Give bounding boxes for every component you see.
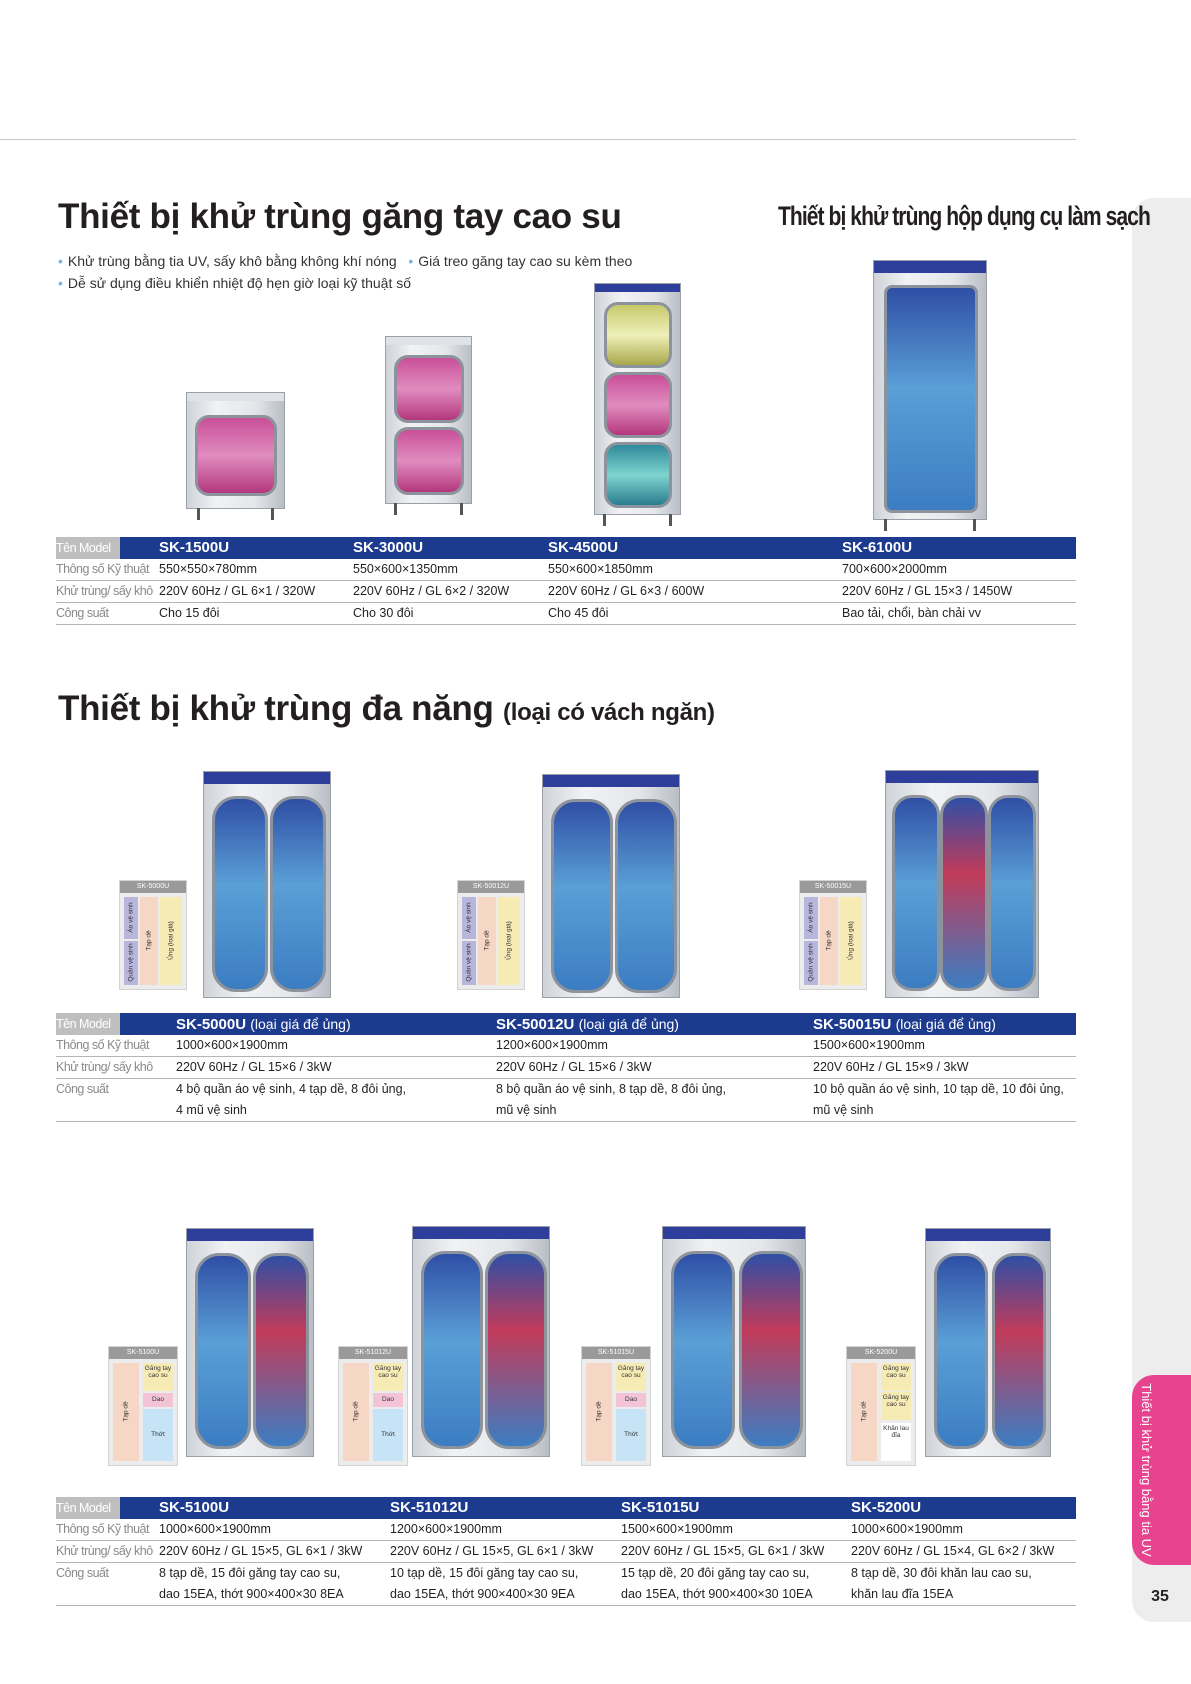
diagram-cell: Găng tay cao su	[881, 1363, 911, 1391]
diagram-cell: Tạp dề	[113, 1363, 139, 1461]
layout-diagram-sk51015u	[581, 1346, 651, 1466]
model-row	[56, 1013, 1076, 1035]
page-number: 35	[1151, 1588, 1169, 1605]
product-image-sk51012u	[412, 1226, 550, 1457]
diagram-cell: Dao	[373, 1393, 403, 1407]
model-name: SK-5200U	[851, 1499, 922, 1516]
capacity-value: mũ vệ sinh	[496, 1103, 557, 1117]
spec-value: 1000×600×1900mm	[159, 1522, 271, 1536]
diagram-cell: Thớt	[143, 1409, 173, 1461]
model-name: SK-50015U (loại giá để ủng)	[813, 1016, 996, 1033]
power-value: 220V 60Hz / GL 15×6 / 3kW	[496, 1060, 652, 1074]
diagram-cell: Thớt	[373, 1409, 403, 1461]
power-value: 220V 60Hz / GL 6×2 / 320W	[353, 584, 510, 598]
diagram-title: SK-5100U	[109, 1347, 177, 1359]
diagram-cell: Găng tay cao su	[143, 1363, 173, 1391]
section2-title	[58, 689, 715, 729]
spec-value: 1500×600×1900mm	[813, 1038, 925, 1052]
power-value: 220V 60Hz / GL 15×9 / 3kW	[813, 1060, 969, 1074]
capacity-value: Cho 30 đôi	[353, 606, 414, 620]
model-name: SK-3000U	[353, 539, 424, 556]
power-value: 220V 60Hz / GL 15×5, GL 6×1 / 3kW	[159, 1544, 363, 1558]
diagram-title: SK-50012U	[458, 881, 524, 893]
product-image-sk4500u	[594, 283, 681, 515]
power-row	[56, 581, 1076, 603]
diagram-cell: Áo vệ sinh	[804, 897, 818, 939]
label-model: Tên Model	[56, 1013, 120, 1035]
section1-spec-table	[56, 537, 1076, 625]
layout-diagram-sk50012u	[457, 880, 525, 990]
model-name: SK-5000U (loại giá để ủng)	[176, 1016, 351, 1033]
model-name: SK-4500U	[548, 539, 619, 556]
spec-value: 550×600×1850mm	[548, 562, 653, 576]
section1-bullets: • Khử trùng bằng tia UV, sấy khô bằng không khí nóng • Giá treo găng tay cao su kèm theo • Dễ sử dụng điều khiển nhiệt độ hẹn giờ loại kỹ thuật số	[58, 253, 633, 291]
spec-value: 1200×600×1900mm	[390, 1522, 502, 1536]
section2-title-suffix: (loại có vách ngăn)	[503, 699, 715, 726]
power-value: 220V 60Hz / GL 6×1 / 320W	[159, 584, 316, 598]
label-power: Khử trùng/ sấy khô	[56, 1060, 153, 1074]
diagram-cell: Ủng (loại giá)	[498, 897, 520, 985]
product-image-sk3000u	[385, 336, 472, 504]
capacity-value: khăn lau đĩa 15EA	[851, 1587, 954, 1601]
section1-title: Thiết bị khử trùng găng tay cao su	[58, 197, 622, 236]
power-row	[56, 1057, 1076, 1079]
product-image-sk5000u	[203, 771, 331, 998]
power-value: 220V 60Hz / GL 15×5, GL 6×1 / 3kW	[390, 1544, 594, 1558]
label-capacity: Công suất	[56, 606, 109, 620]
product-image-sk50015u	[885, 770, 1039, 998]
layout-diagram-sk50015u	[799, 880, 867, 990]
layout-diagram-sk5100u	[108, 1346, 178, 1466]
capacity-row-cont	[56, 1584, 1076, 1606]
capacity-row	[56, 1563, 1076, 1584]
spec-value: 1200×600×1900mm	[496, 1038, 608, 1052]
spec-value: 700×600×2000mm	[842, 562, 947, 576]
diagram-cell: Dao	[616, 1393, 646, 1407]
bullet-2: Giá treo găng tay cao su kèm theo	[418, 253, 633, 269]
capacity-value: dao 15EA, thớt 900×400×30 9EA	[390, 1587, 575, 1601]
diagram-cell: Quần vệ sinh	[124, 941, 138, 985]
diagram-title: SK-5200U	[847, 1347, 915, 1359]
spec-row	[56, 1519, 1076, 1541]
side-chapter-tab[interactable]	[1132, 1375, 1191, 1565]
spec-row	[56, 559, 1076, 581]
capacity-value: 8 tạp dề, 30 đôi khăn lau cao su,	[851, 1566, 1032, 1580]
label-spec: Thông số Kỹ thuật	[56, 1522, 149, 1536]
layout-diagram-sk5200u	[846, 1346, 916, 1466]
section2-spec-table	[56, 1013, 1076, 1122]
power-value: 220V 60Hz / GL 6×3 / 600W	[548, 584, 705, 598]
model-row	[56, 537, 1076, 559]
diagram-cell: Găng tay cao su	[373, 1363, 403, 1391]
model-name: SK-6100U	[842, 539, 913, 556]
product-image-sk6100u	[873, 260, 987, 520]
diagram-cell: Thớt	[616, 1409, 646, 1461]
layout-diagram-sk5000u	[119, 880, 187, 990]
diagram-cell: Tạp dề	[851, 1363, 877, 1461]
spec-value: 550×600×1350mm	[353, 562, 458, 576]
product-image-sk5200u	[925, 1228, 1051, 1457]
diagram-title: SK-5000U	[120, 881, 186, 893]
capacity-value: 8 bộ quần áo vệ sinh, 8 tạp dề, 8 đôi ủng,	[496, 1082, 727, 1096]
section3-spec-table	[56, 1497, 1076, 1606]
section2-title-main: Thiết bị khử trùng đa năng	[58, 689, 494, 728]
diagram-title: SK-51012U	[339, 1347, 407, 1359]
capacity-row	[56, 603, 1076, 625]
power-value: 220V 60Hz / GL 15×5, GL 6×1 / 3kW	[621, 1544, 825, 1558]
diagram-cell: Găng tay cao su	[881, 1392, 911, 1420]
diagram-cell: Tạp dề	[140, 897, 158, 985]
diagram-cell: Áo vệ sinh	[462, 897, 476, 939]
capacity-value: dao 15EA, thớt 900×400×30 10EA	[621, 1587, 813, 1601]
spec-value: 1000×600×1900mm	[851, 1522, 963, 1536]
capacity-row	[56, 1079, 1076, 1100]
label-spec: Thông số Kỹ thuật	[56, 562, 149, 576]
model-name: SK-1500U	[159, 539, 230, 556]
diagram-cell: Găng tay cao su	[616, 1363, 646, 1391]
spec-value: 550×550×780mm	[159, 562, 257, 576]
label-model: Tên Model	[56, 537, 120, 559]
model-name: SK-51015U	[621, 1499, 700, 1516]
side-chapter-label: Thiết bị khử trùng bằng tia UV	[1139, 1383, 1154, 1557]
capacity-value: Cho 15 đôi	[159, 606, 220, 620]
product-image-sk50012u	[542, 774, 680, 998]
diagram-title: SK-50015U	[800, 881, 866, 893]
capacity-row-cont	[56, 1100, 1076, 1122]
capacity-value: 8 tạp dề, 15 đôi găng tay cao su,	[159, 1566, 341, 1580]
bullet-1: Khử trùng bằng tia UV, sấy khô bằng không khí nóng	[67, 253, 397, 269]
power-value: 220V 60Hz / GL 15×3 / 1450W	[842, 584, 1013, 598]
diagram-cell: Quần vệ sinh	[804, 941, 818, 985]
spec-value: 1000×600×1900mm	[176, 1038, 288, 1052]
diagram-cell: Quần vệ sinh	[462, 941, 476, 985]
power-value: 220V 60Hz / GL 15×4, GL 6×2 / 3kW	[851, 1544, 1055, 1558]
capacity-value: 15 tạp dề, 20 đôi găng tay cao su,	[621, 1566, 810, 1580]
product-image-sk1500u	[186, 392, 285, 509]
diagram-cell: Dao	[143, 1393, 173, 1407]
capacity-value: 10 bộ quần áo vệ sinh, 10 tạp dề, 10 đôi ủng,	[813, 1082, 1064, 1096]
diagram-cell: Tạp dề	[586, 1363, 612, 1461]
capacity-value: Cho 45 đôi	[548, 606, 609, 620]
model-name: SK-5100U	[159, 1499, 230, 1516]
label-capacity: Công suất	[56, 1566, 109, 1580]
top-rule	[0, 139, 1076, 140]
spec-row	[56, 1035, 1076, 1057]
capacity-value: 4 mũ vệ sinh	[176, 1103, 247, 1117]
model-name: SK-51012U	[390, 1499, 469, 1516]
label-power: Khử trùng/ sấy khô	[56, 1544, 153, 1558]
capacity-value: dao 15EA, thớt 900×400×30 8EA	[159, 1587, 344, 1601]
diagram-cell: Khăn lau đĩa	[881, 1423, 911, 1461]
product-image-sk51015u	[662, 1226, 806, 1457]
power-value: 220V 60Hz / GL 15×6 / 3kW	[176, 1060, 332, 1074]
spec-value: 1500×600×1900mm	[621, 1522, 733, 1536]
diagram-cell: Ủng (loại giá)	[160, 897, 182, 985]
capacity-value: Bao tải, chổi, bàn chải vv	[842, 606, 981, 620]
product-image-sk5100u	[186, 1228, 314, 1457]
section1-subtitle-right: Thiết bị khử trùng hộp dụng cụ làm sạch	[778, 201, 1150, 231]
diagram-cell: Tạp dề	[820, 897, 838, 985]
layout-diagram-sk51012u	[338, 1346, 408, 1466]
capacity-value: 4 bộ quần áo vệ sinh, 4 tạp dề, 8 đôi ủng,	[176, 1082, 407, 1096]
diagram-cell: Áo vệ sinh	[124, 897, 138, 939]
diagram-cell: Tạp dề	[343, 1363, 369, 1461]
label-model: Tên Model	[56, 1497, 120, 1519]
capacity-value: 10 tạp dề, 15 đôi găng tay cao su,	[390, 1566, 579, 1580]
diagram-title: SK-51015U	[582, 1347, 650, 1359]
model-name: SK-50012U (loại giá để ủng)	[496, 1016, 679, 1033]
power-row	[56, 1541, 1076, 1563]
diagram-cell: Tạp dề	[478, 897, 496, 985]
capacity-value: mũ vệ sinh	[813, 1103, 874, 1117]
label-capacity: Công suất	[56, 1082, 109, 1096]
model-row	[56, 1497, 1076, 1519]
label-power: Khử trùng/ sấy khô	[56, 584, 153, 598]
bullet-3: Dễ sử dụng điều khiển nhiệt độ hẹn giờ loại kỹ thuật số	[67, 275, 412, 291]
label-spec: Thông số Kỹ thuật	[56, 1038, 149, 1052]
diagram-cell: Ủng (loại giá)	[840, 897, 862, 985]
